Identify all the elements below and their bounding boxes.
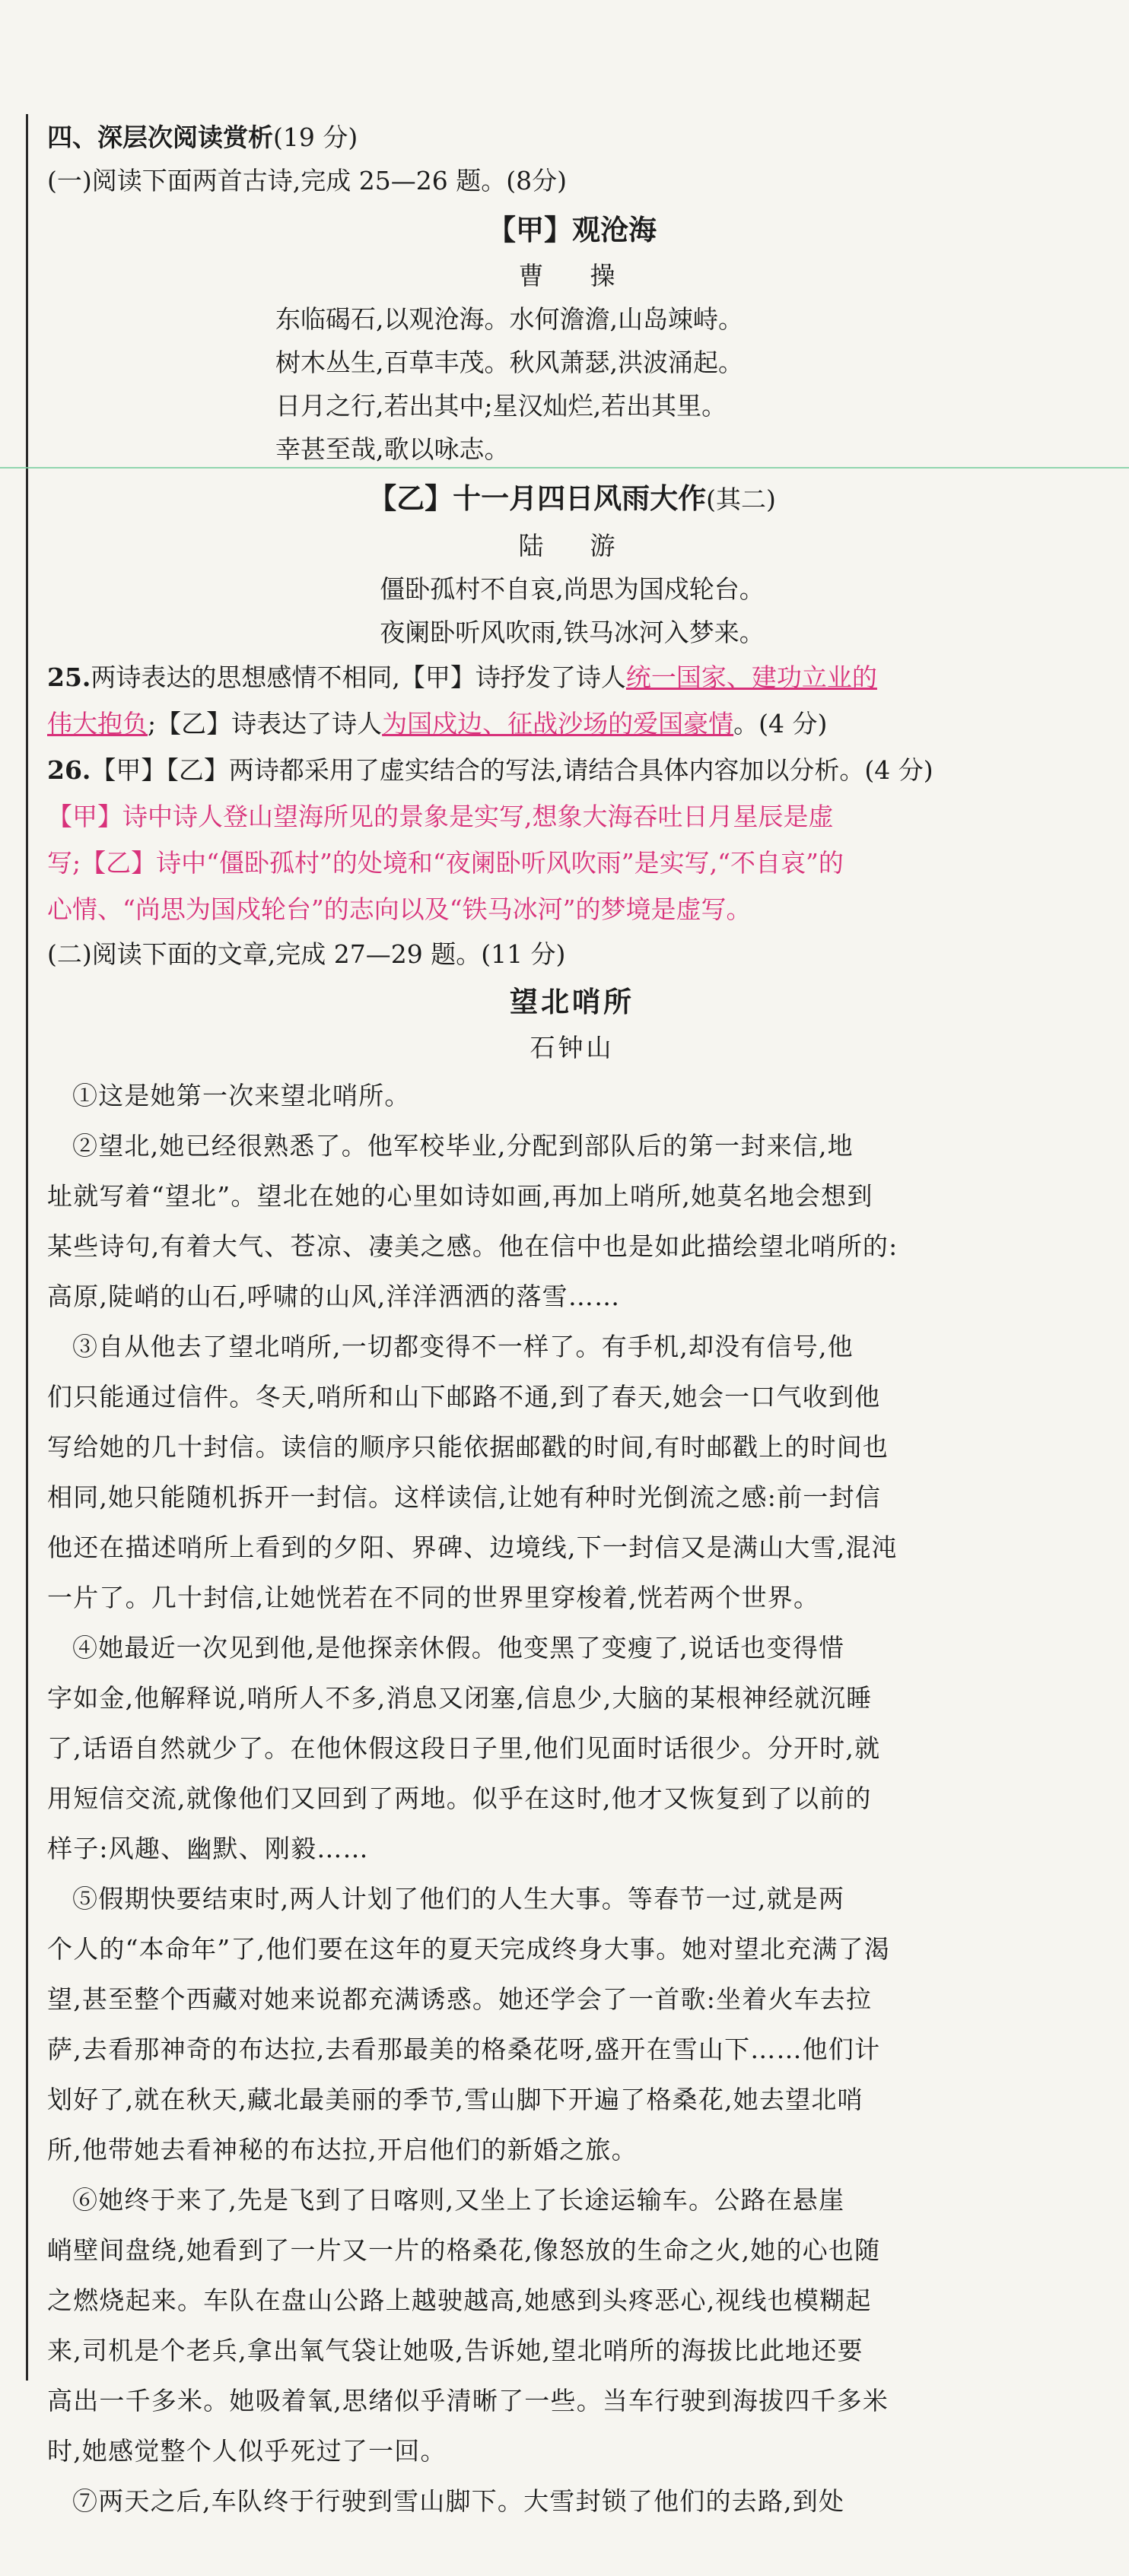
article-title: 望北哨所 xyxy=(510,985,634,1018)
question-26-answer-line: 写;【乙】诗中“僵卧孤村”的处境和“夜阑卧听风吹雨”是实写,“不自哀”的 xyxy=(47,848,844,878)
article-line: 划好了,就在秋天,藏北最美丽的季节,雪山脚下开遍了格桑花,她去望北哨 xyxy=(47,2085,863,2114)
question-26-answer-line: 心情、“尚思为国戍轮台”的志向以及“铁马冰河”的梦境是虚写。 xyxy=(47,894,752,924)
article-line: 他还在描述哨所上看到的夕阳、界碑、边境线,下一封信又是满山大雪,混沌 xyxy=(47,1533,898,1562)
article-line: 字如金,他解释说,哨所人不多,消息又闭塞,信息少,大脑的某根神经就沉睡 xyxy=(47,1683,873,1713)
article-line: ③自从他去了望北哨所,一切都变得不一样了。有手机,却没有信号,他 xyxy=(72,1332,854,1361)
question-25-answer1b: 伟大抱负 xyxy=(47,709,148,738)
poem-b-line: 夜阑卧听风吹雨,铁马冰河入梦来。 xyxy=(380,618,765,647)
article-author: 石钟山 xyxy=(530,1033,615,1062)
article-line: 峭壁间盘绕,她看到了一片又一片的格桑花,像怒放的生命之火,她的心也随 xyxy=(47,2235,881,2265)
question-26-line xyxy=(47,747,1097,793)
section-title: 四、深层次阅读赏析 xyxy=(47,122,273,152)
article-line: 某些诗句,有着大气、苍凉、凄美之感。他在信中也是如此描绘望北哨所的: xyxy=(47,1231,898,1261)
poem-a-line: 东临碣石,以观沧海。水何澹澹,山岛竦峙。 xyxy=(275,304,743,334)
page-content xyxy=(47,116,1097,2527)
article-line: ④她最近一次见到他,是他探亲休假。他变黑了变瘦了,说话也变得惜 xyxy=(72,1633,845,1663)
poem-a-line: 幸甚至哉,歌以咏志。 xyxy=(275,434,510,464)
article-line: 用短信交流,就像他们又回到了两地。似乎在这时,他才又恢复到了以前的 xyxy=(47,1784,872,1813)
article-line: 个人的“本命年”了,他们要在这年的夏天完成终身大事。她对望北充满了渴 xyxy=(47,1934,891,1964)
article-line: 了,话语自然就少了。在他休假这段日子里,他们见面时话很少。分开时,就 xyxy=(47,1733,881,1763)
poem-b-author: 陆 游 xyxy=(518,531,626,561)
article-line: 萨,去看那神奇的布达拉,去看那最美的格桑花呀,盛开在雪山下……他们计 xyxy=(47,2034,881,2064)
article-line: 相同,她只能随机拆开一封信。这样读信,让她有种时光倒流之感:前一封信 xyxy=(47,1482,881,1512)
question-25-number: 25. xyxy=(47,662,91,692)
question-25-text1: 两诗表达的思想感情不相同,【甲】诗抒发了诗人 xyxy=(91,662,626,692)
article-line: 来,司机是个老兵,拿出氧气袋让她吸,告诉她,望北哨所的海拔比此地还要 xyxy=(47,2336,863,2365)
question-25-answer2: 为国戍边、征战沙场的爱国豪情 xyxy=(382,709,734,738)
question-25-line2 xyxy=(47,700,1097,747)
question-25-text3: 。(4 分) xyxy=(733,709,828,738)
article-line: 时,她感觉整个人似乎死过了一回。 xyxy=(47,2436,447,2466)
article-line: 一片了。几十封信,让她恍若在不同的世界里穿梭着,恍若两个世界。 xyxy=(47,1583,820,1612)
poem-a-line: 日月之行,若出其中;星汉灿烂,若出其里。 xyxy=(275,391,727,421)
poem-a-title: 【甲】观沧海 xyxy=(488,213,657,246)
article-body xyxy=(47,1071,1097,2527)
article-line: ⑦两天之后,车队终于行驶到雪山脚下。大雪封锁了他们的去路,到处 xyxy=(72,2486,845,2516)
article-line: 写给她的几十封信。读信的顺序只能依据邮戳的时间,有时邮戳上的时间也 xyxy=(47,1432,889,1462)
article-line: 样子:风趣、幽默、刚毅…… xyxy=(47,1834,369,1863)
question-25-answer1a: 统一国家、建功立业的 xyxy=(625,662,877,692)
article-line: ①这是她第一次来望北哨所。 xyxy=(72,1081,411,1110)
part1-instruction: (一)阅读下面两首古诗,完成 25—26 题。(8分) xyxy=(47,166,567,195)
article-line: 之燃烧起来。车队在盘山公路上越驶越高,她感到头疼恶心,视线也模糊起 xyxy=(47,2285,872,2315)
question-25-text2: ;【乙】诗表达了诗人 xyxy=(148,709,383,738)
question-26-answer-line: 【甲】诗中诗人登山望海所见的景象是实写,想象大海吞吐日月星辰是虚 xyxy=(47,802,834,831)
article-line: 们只能通过信件。冬天,哨所和山下邮路不通,到了春天,她会一口气收到他 xyxy=(47,1382,881,1412)
poem-b-line: 僵卧孤村不自哀,尚思为国戍轮台。 xyxy=(380,574,765,604)
article-line: 高出一千多米。她吸着氧,思绪似乎清晰了一些。当车行驶到海拔四千多米 xyxy=(47,2386,889,2416)
part2-instruction: (二)阅读下面的文章,完成 27—29 题。(11 分) xyxy=(47,939,566,969)
article-line: ⑥她终于来了,先是飞到了日喀则,又坐上了长途运输车。公路在悬崖 xyxy=(72,2185,845,2215)
poem-b-title-row xyxy=(47,474,1097,524)
question-26-text: 【甲】【乙】两诗都采用了虚实结合的写法,请结合具体内容加以分析。(4 分) xyxy=(91,755,933,785)
poem-a-line: 树木丛生,百草丰茂。秋风萧瑟,洪波涌起。 xyxy=(275,348,743,377)
poem-b-title: 【乙】十一月四日风雨大作 xyxy=(368,481,707,515)
article-line: 高原,陡峭的山石,呼啸的山风,洋洋洒洒的落雪…… xyxy=(47,1282,621,1311)
section-heading xyxy=(47,116,1097,159)
article-line: 址就写着“望北”。望北在她的心里如诗如画,再加上哨所,她莫名地会想到 xyxy=(47,1181,873,1211)
question-25-line1 xyxy=(47,654,1097,700)
article-line: ②望北,她已经很熟悉了。他军校毕业,分配到部队后的第一封来信,地 xyxy=(72,1131,854,1161)
article-line: ⑤假期快要结束时,两人计划了他们的人生大事。等春节一过,就是两 xyxy=(72,1884,845,1914)
poem-a-author: 曹 操 xyxy=(518,261,626,291)
question-26-number: 26. xyxy=(47,755,91,785)
article-line: 望,甚至整个西藏对她来说都充满诱惑。她还学会了一首歌:坐着火车去拉 xyxy=(47,1984,873,2014)
section-score: (19 分) xyxy=(273,122,358,152)
left-margin-rule xyxy=(26,114,28,2381)
article-line: 所,他带她去看神秘的布达拉,开启他们的新婚之旅。 xyxy=(47,2135,638,2165)
poem-b-subtitle: (其二) xyxy=(706,484,776,514)
